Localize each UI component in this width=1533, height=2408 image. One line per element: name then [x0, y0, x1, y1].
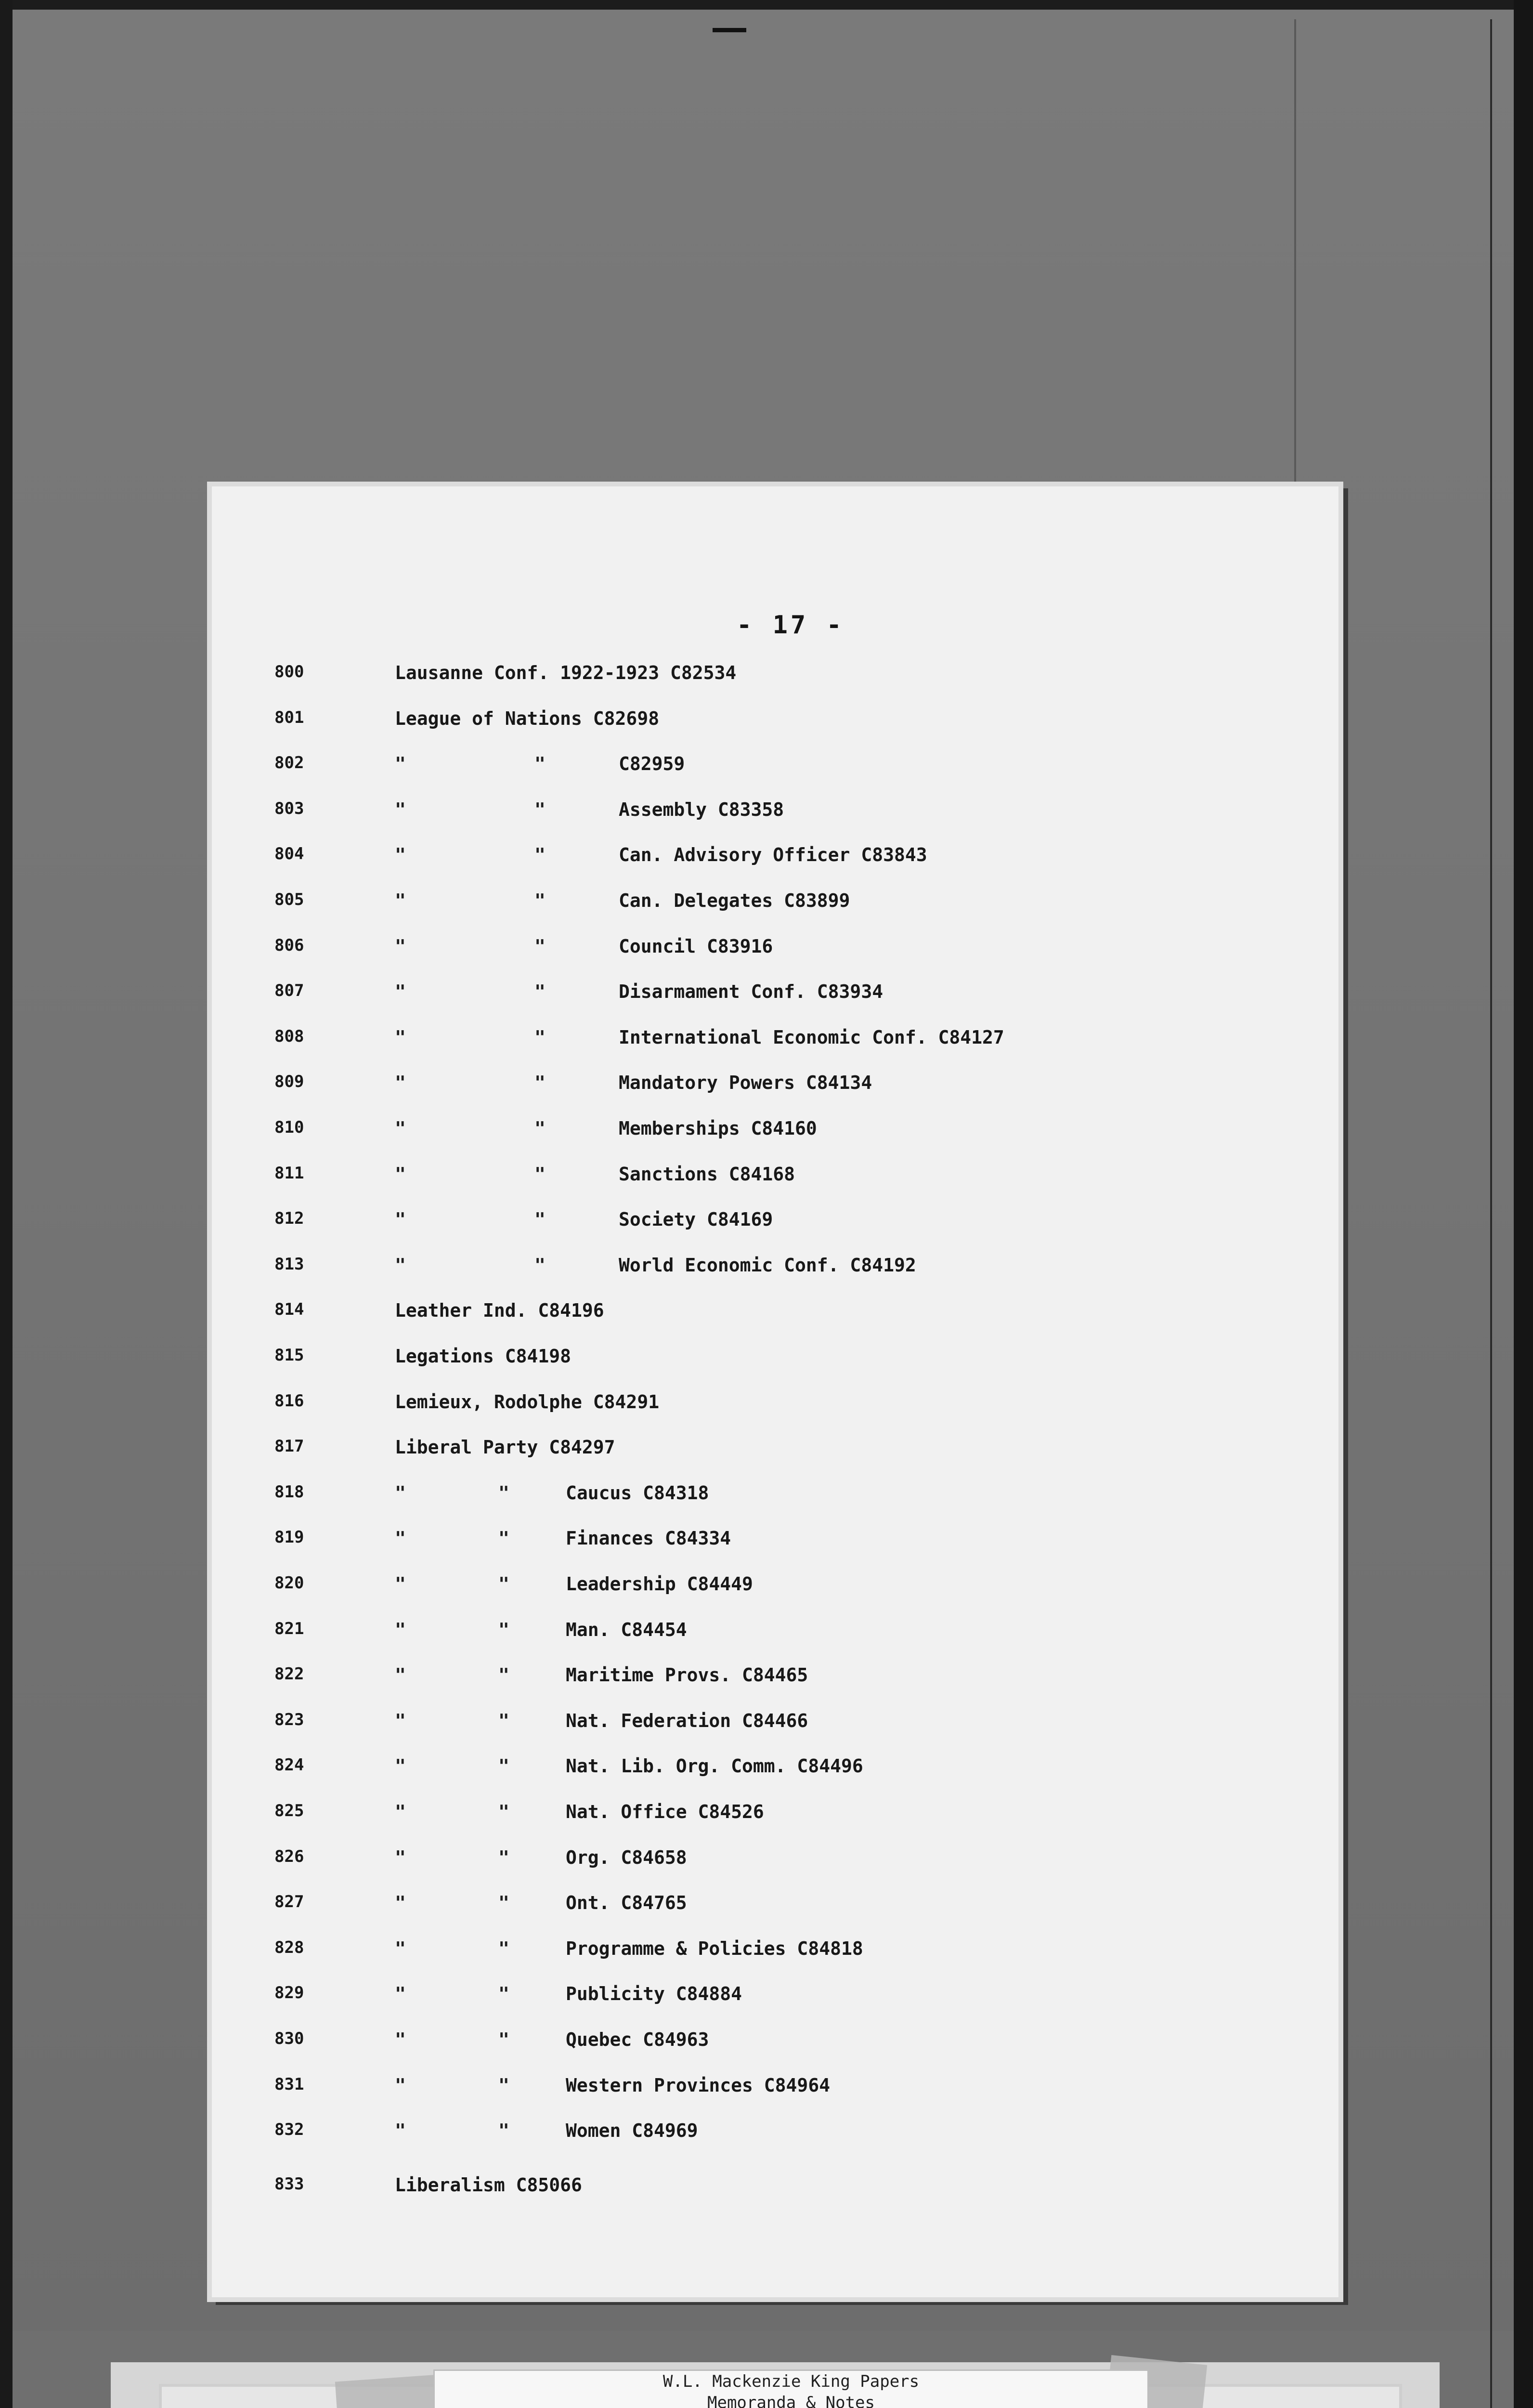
ditto-mark: " [534, 798, 546, 820]
index-entry [0, 1801, 1533, 1835]
entry-subheading: Can. Advisory Officer C83843 [619, 844, 927, 866]
entry-subheading: Society C84169 [619, 1209, 773, 1230]
index-entry [0, 2075, 1533, 2108]
index-entry [0, 1528, 1533, 1561]
ditto-mark: " [395, 935, 406, 957]
ditto-mark: " [395, 1801, 406, 1822]
entry-subheading: Caucus C84318 [566, 1482, 709, 1504]
ditto-mark: " [498, 1937, 509, 1959]
ditto-mark: " [395, 798, 406, 820]
entry-subheading: International Economic Conf. C84127 [619, 1026, 1004, 1048]
index-entry [0, 1391, 1533, 1425]
entry-number: 817 [274, 1437, 304, 1456]
ditto-mark: " [498, 1482, 509, 1504]
ditto-mark: " [395, 890, 406, 911]
ditto-mark: " [498, 1619, 509, 1640]
entry-number: 813 [274, 1254, 304, 1274]
entry-number: 816 [274, 1391, 304, 1411]
entry-subheading: Ont. C84765 [566, 1892, 687, 1914]
entry-subheading: Org. C84658 [566, 1846, 687, 1868]
entry-subheading: C82959 [619, 753, 685, 775]
entry-number: 811 [274, 1163, 304, 1183]
ditto-mark: " [498, 1892, 509, 1914]
index-entry [0, 1619, 1533, 1653]
ditto-mark: " [498, 2120, 509, 2142]
entry-heading: League of Nations C82698 [395, 707, 660, 729]
index-entry [0, 1209, 1533, 1243]
ditto-mark: " [395, 1026, 406, 1048]
entry-subheading: Western Provinces C84964 [566, 2074, 831, 2096]
index-entry [0, 2174, 1533, 2208]
ditto-mark: " [498, 2029, 509, 2050]
entry-subheading: Mandatory Powers C84134 [619, 1072, 872, 1094]
entry-heading: Liberalism C85066 [395, 2174, 582, 2196]
index-entry [0, 1482, 1533, 1516]
entry-number: 818 [274, 1482, 304, 1502]
ditto-mark: " [395, 2120, 406, 2142]
ditto-mark: " [395, 1482, 406, 1504]
index-entry [0, 662, 1533, 696]
index-entry [0, 1300, 1533, 1334]
index-entry [0, 936, 1533, 969]
entry-number: 832 [274, 2120, 304, 2140]
entry-number: 823 [274, 1710, 304, 1729]
ditto-mark: " [498, 1664, 509, 1686]
collection-label [433, 2369, 1149, 2408]
ditto-mark: " [534, 890, 546, 911]
entry-subheading: Nat. Lib. Org. Comm. C84496 [566, 1755, 863, 1777]
entry-number: 822 [274, 1664, 304, 1684]
index-entry [0, 1983, 1533, 2017]
entry-number: 808 [274, 1026, 304, 1046]
film-border-top [0, 0, 1533, 10]
index-entry [0, 1710, 1533, 1744]
entry-number: 809 [274, 1072, 304, 1092]
ditto-mark: " [395, 1619, 406, 1640]
ditto-mark: " [498, 1573, 509, 1595]
index-entry [0, 981, 1533, 1015]
ditto-mark: " [534, 1118, 546, 1139]
entry-subheading: World Economic Conf. C84192 [619, 1254, 916, 1276]
ditto-mark: " [534, 1254, 546, 1276]
ditto-mark: " [395, 981, 406, 1003]
ditto-mark: " [395, 1664, 406, 1686]
index-entry [0, 1072, 1533, 1106]
ditto-mark: " [395, 1755, 406, 1777]
entry-number: 820 [274, 1573, 304, 1593]
index-entry [0, 1164, 1533, 1197]
entry-subheading: Finances C84334 [566, 1528, 731, 1549]
ditto-mark: " [395, 1573, 406, 1595]
ditto-mark: " [395, 1983, 406, 2005]
ditto-mark: " [395, 1937, 406, 1959]
entry-number: 806 [274, 935, 304, 955]
entry-number: 826 [274, 1846, 304, 1866]
entry-subheading: Publicity C84884 [566, 1983, 742, 2005]
ditto-mark: " [395, 1710, 406, 1731]
index-entry [0, 799, 1533, 833]
entry-heading: Liberal Party C84297 [395, 1437, 615, 1458]
entry-number: 804 [274, 844, 304, 864]
film-scratch [1294, 19, 1296, 501]
entry-heading: Lemieux, Rodolphe C84291 [395, 1391, 660, 1413]
page-number: - 17 - [737, 611, 844, 640]
ditto-mark: " [395, 1163, 406, 1185]
ditto-mark: " [395, 1072, 406, 1094]
entry-number: 829 [274, 1983, 304, 2003]
entry-number: 803 [274, 798, 304, 818]
ditto-mark: " [534, 1026, 546, 1048]
ditto-mark: " [534, 844, 546, 866]
ditto-mark: " [498, 1755, 509, 1777]
ditto-mark: " [395, 1892, 406, 1914]
collection-name: W.L. Mackenzie King Papers [663, 2372, 920, 2391]
ditto-mark: " [498, 1801, 509, 1822]
entry-subheading: Women C84969 [566, 2120, 698, 2142]
ditto-mark: " [498, 1710, 509, 1731]
ditto-mark: " [395, 2029, 406, 2050]
ditto-mark: " [395, 1254, 406, 1276]
index-entry [0, 844, 1533, 878]
entry-number: 800 [274, 662, 304, 681]
entry-heading: Lausanne Conf. 1922-1923 C82534 [395, 662, 737, 683]
ditto-mark: " [534, 1072, 546, 1094]
entry-number: 810 [274, 1118, 304, 1137]
ditto-mark: " [498, 1528, 509, 1549]
entry-subheading: Nat. Federation C84466 [566, 1710, 808, 1731]
ditto-mark: " [498, 1983, 509, 2005]
index-entry [0, 708, 1533, 742]
entry-number: 819 [274, 1528, 304, 1547]
frame-marker [713, 28, 746, 32]
entry-number: 814 [274, 1300, 304, 1320]
ditto-mark: " [498, 1846, 509, 1868]
ditto-mark: " [534, 753, 546, 775]
entry-subheading: Maritime Provs. C84465 [566, 1664, 808, 1686]
ditto-mark: " [534, 1163, 546, 1185]
index-entry [0, 2029, 1533, 2063]
entry-number: 812 [274, 1209, 304, 1229]
index-entry [0, 1573, 1533, 1607]
entry-number: 821 [274, 1619, 304, 1638]
entry-number: 827 [274, 1892, 304, 1912]
entry-subheading: Council C83916 [619, 935, 773, 957]
index-entry [0, 1346, 1533, 1379]
index-entry [0, 1938, 1533, 1972]
entry-subheading: Assembly C83358 [619, 798, 784, 820]
ditto-mark: " [395, 2074, 406, 2096]
entry-heading: Leather Ind. C84196 [395, 1300, 604, 1322]
ditto-mark: " [395, 844, 406, 866]
entry-number: 833 [274, 2174, 304, 2194]
entry-number: 801 [274, 707, 304, 727]
entry-number: 825 [274, 1801, 304, 1820]
entry-subheading: Memberships C84160 [619, 1118, 817, 1139]
index-entry [0, 1118, 1533, 1152]
entry-subheading: Programme & Policies C84818 [566, 1937, 863, 1959]
ditto-mark: " [395, 1209, 406, 1230]
entry-subheading: Man. C84454 [566, 1619, 687, 1640]
entry-number: 828 [274, 1937, 304, 1957]
ditto-mark: " [395, 1528, 406, 1549]
collection-series: Memoranda & Notes [707, 2393, 875, 2408]
entry-number: 831 [274, 2074, 304, 2094]
index-entry [0, 1027, 1533, 1060]
index-entry [0, 1664, 1533, 1698]
entry-number: 830 [274, 2029, 304, 2048]
index-entry [0, 1255, 1533, 1288]
entry-subheading: Sanctions C84168 [619, 1163, 795, 1185]
entry-number: 815 [274, 1346, 304, 1365]
index-entry [0, 1437, 1533, 1470]
index-entry [0, 1847, 1533, 1881]
entry-number: 802 [274, 753, 304, 773]
entry-subheading: Disarmament Conf. C83934 [619, 981, 883, 1003]
ditto-mark: " [498, 2074, 509, 2096]
ditto-mark: " [534, 935, 546, 957]
index-entry [0, 753, 1533, 787]
entry-subheading: Nat. Office C84526 [566, 1801, 764, 1822]
ditto-mark: " [395, 753, 406, 775]
index-entry [0, 1892, 1533, 1926]
entry-number: 807 [274, 981, 304, 1001]
ditto-mark: " [534, 1209, 546, 1230]
entry-subheading: Leadership C84449 [566, 1573, 753, 1595]
ditto-mark: " [534, 981, 546, 1003]
index-entry [0, 890, 1533, 924]
entry-subheading: Can. Delegates C83899 [619, 890, 850, 911]
entry-heading: Legations C84198 [395, 1346, 572, 1367]
ditto-mark: " [395, 1118, 406, 1139]
entry-subheading: Quebec C84963 [566, 2029, 709, 2050]
ditto-mark: " [395, 1846, 406, 1868]
entry-number: 805 [274, 890, 304, 909]
index-entry [0, 1755, 1533, 1789]
entry-number: 824 [274, 1755, 304, 1775]
index-entry [0, 2120, 1533, 2154]
